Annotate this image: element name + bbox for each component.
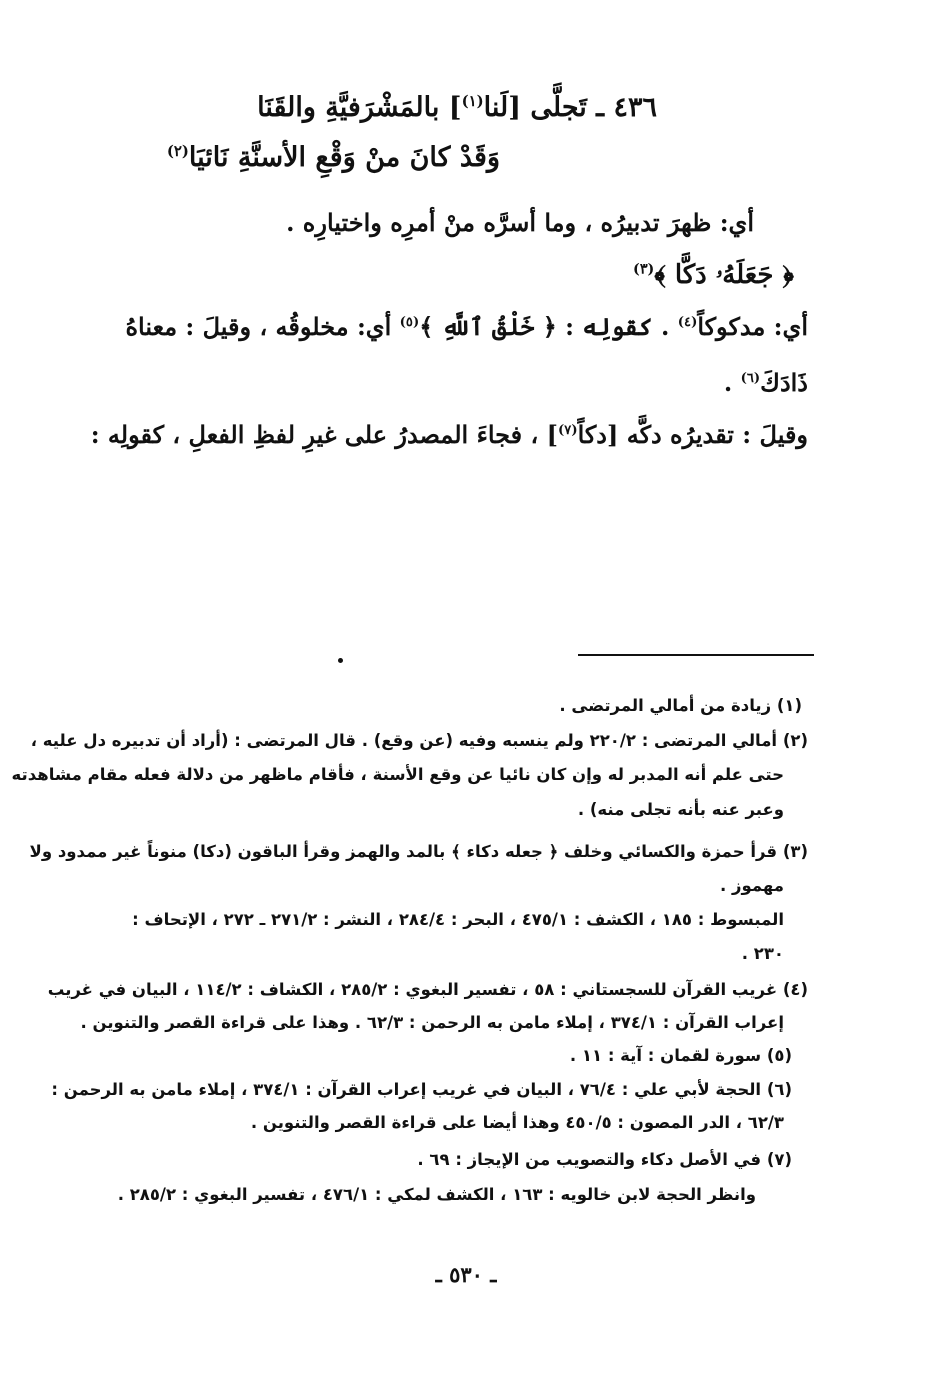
- footnote-line: (٤) غريب القرآن للسجستاني : ٥٨ ، تفسير البغوي : ٢٨٥/٢ ، الكشاف : ١١٤/٢ ، البيان في غريب: [47, 980, 808, 999]
- page-number: ـ ٥٣٠ ـ: [435, 1262, 497, 1287]
- quran-quote: ﴿ جَعَلَهُۥ دَكَّا ﴾: [654, 260, 794, 290]
- verse-line-2-main: وَقَدْ كانَ منْ وَقْعِ الأسنَّةِ نَائيَا: [188, 142, 500, 173]
- body-line-4: [724, 368, 808, 397]
- footnote-line: وعبر عنه بأنه تجلى منه) .: [577, 800, 784, 819]
- footnote-line: حتى علم أنه المدبر له وإن كان نائيا عن وقع الأسنة ، فأقام ماظهر من دلالة فعله مقام مشاهدته: [11, 765, 784, 784]
- footnote-line: ٦٢/٣ ، الدر المصون : ٤٥٠/٥ وهذا أيضا على قراءة القصر والتنوين .: [250, 1113, 784, 1132]
- body-line-4-b: .: [723, 368, 741, 397]
- verse-line-2: [167, 142, 500, 173]
- verse-line-1-main: ٤٣٦ ـ تَجلَّى [لَنا: [483, 92, 657, 123]
- body-line-3-a: أي: مدكوكاً: [697, 312, 808, 341]
- body-line-3: [125, 312, 808, 341]
- ink-dot: [338, 658, 343, 663]
- footnote-ref-6: (٦): [740, 371, 761, 386]
- body-line-5: [91, 420, 808, 449]
- footnote-ref-7: (٧): [557, 423, 578, 438]
- verse-line-1: [257, 92, 657, 123]
- footnote-line: المبسوط : ١٨٥ ، الكشف : ٤٧٥/١ ، البحر : ٢٨٤/٤ ، النشر : ٢٧١/٢ ـ ٢٧٢ ، الإتحاف :: [132, 910, 784, 929]
- footnote-line: (٢) أمالي المرتضى : ٢٢٠/٢ ولم ينسبه وفيه (عن وقع) . قال المرتضى : (أراد أن تدبيره دل عليه ،: [30, 731, 808, 750]
- footnote-line: (٣) قرأ حمزة والكسائي وخلف ﴿ جعله دكاء ﴾ بالمد والهمز وقرأ الباقون (دكا) منوناً غير ممدود ولا: [29, 842, 808, 861]
- footnote-separator: [578, 654, 814, 656]
- footnote-line: (٥) سورة لقمان : آية : ١١ .: [569, 1046, 792, 1065]
- footnote-ref-2: (٢): [166, 142, 189, 160]
- body-line-2: [633, 260, 794, 291]
- footnote-ref-5: (٥): [399, 315, 420, 330]
- body-line-4-a: ذَادَكَ: [760, 368, 808, 397]
- body-line-5-a: وقيلَ : تقديرُه دكَّه [دكاً: [577, 420, 808, 449]
- footnote-ref-4: (٤): [677, 315, 698, 330]
- footnote-line: ٢٣٠ .: [741, 944, 784, 963]
- body-line-3-b: . كقولِه : ﴿ خَلْقُ ٱللَّهِ ﴾: [419, 312, 678, 341]
- footnote-line: (١) زيادة من أمالي المرتضى .: [559, 696, 802, 715]
- footnote-line: (٦) الحجة لأبي علي : ٧٦/٤ ، البيان في غريب إعراب القرآن : ٣٧٤/١ ، إملاء مامن به الرحمن :: [51, 1080, 792, 1099]
- body-line-3-c: أي: مخلوقُه ، وقيلَ : معناهُ: [125, 312, 400, 341]
- footnote-line: إعراب القرآن : ٣٧٤/١ ، إملاء مامن به الرحمن : ٦٢/٣ . وهذا على قراءة القصر والتنوين .: [80, 1013, 784, 1032]
- footnote-line: مهموز .: [719, 876, 784, 895]
- verse-line-1-rest: ] بالمَشْرَفيَّةِ والقَنَا: [257, 92, 462, 123]
- footnote-line: (٧) في الأصل دكاء والتصويب من الإيجاز : ٦٩ .: [417, 1150, 792, 1169]
- footnote-ref-3: (٣): [633, 261, 655, 278]
- body-line-5-b: ] ، فجاءَ المصدرُ على غيرِ لفظِ الفعلِ ، كقولِه :: [90, 420, 558, 449]
- body-line-1: أي: ظهرَ تدبيرُه ، وما أسرَّه منْ أمرِه واختيارِه .: [286, 208, 754, 237]
- footnote-line: وانظر الحجة لابن خالويه : ١٦٣ ، الكشف لمكي : ٤٧٦/١ ، تفسير البغوي : ٢٨٥/٢ .: [117, 1185, 756, 1204]
- footnote-ref-1: (١): [461, 92, 484, 110]
